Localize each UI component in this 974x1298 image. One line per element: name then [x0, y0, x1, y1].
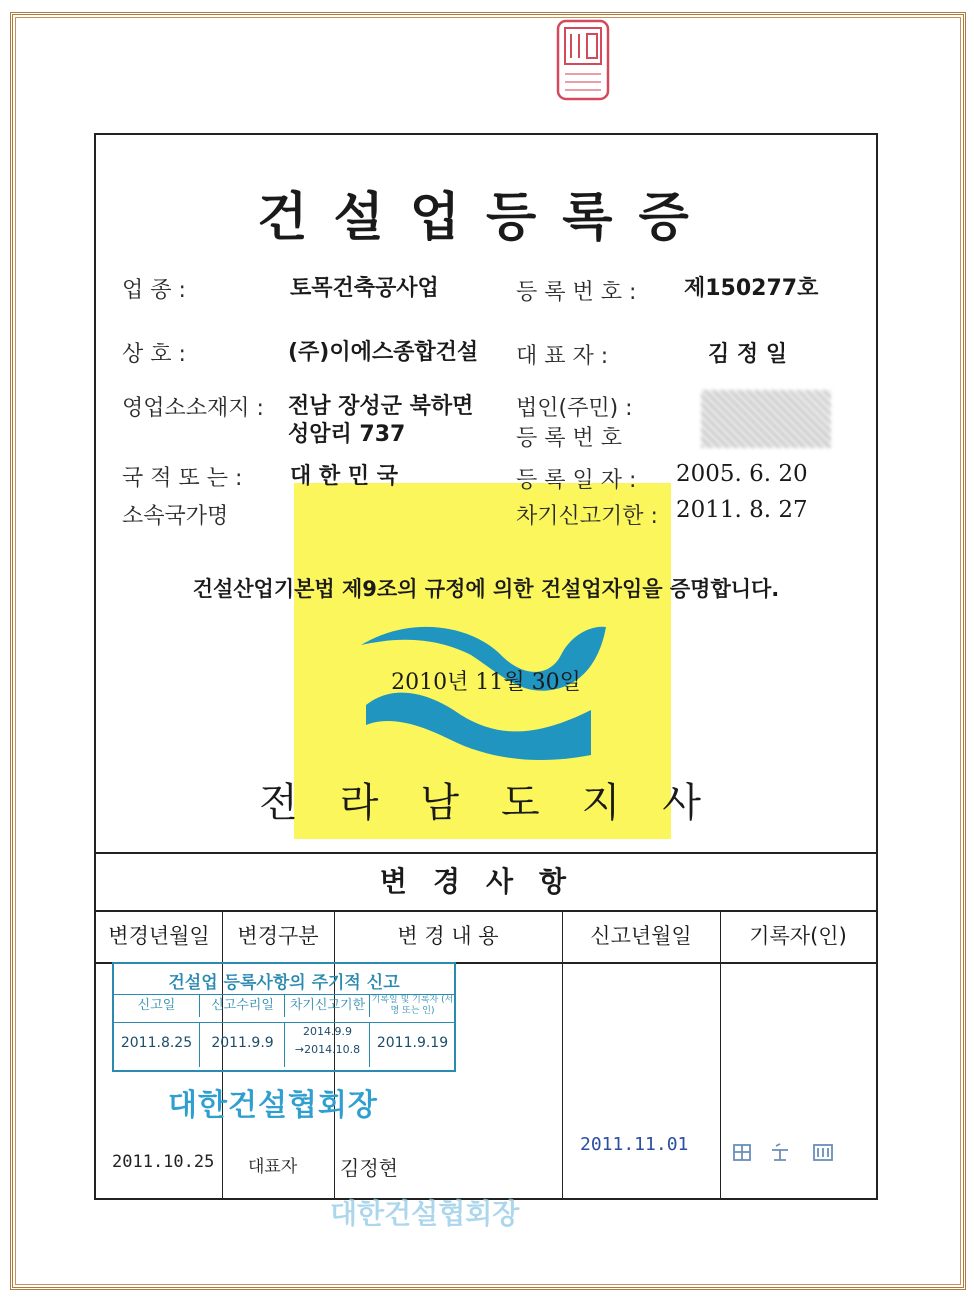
row-change-type: 대표자: [248, 1157, 298, 1177]
document-title: 건설업등록증: [257, 188, 715, 248]
changes-heading: 변경사항: [96, 852, 876, 912]
stamp-value: 2011.9.9: [199, 1022, 285, 1067]
stamp-value: 2011.8.25: [114, 1022, 199, 1067]
col-report-date: 신고년월일: [590, 924, 692, 948]
recorder-seal-icon: [732, 1140, 842, 1166]
reg-date-value: 2005. 6. 20: [676, 461, 808, 487]
reg-number-value: 제150277호: [684, 276, 819, 301]
corp-number-label-line2: 등 록 번 호: [516, 426, 622, 451]
company-label: 상 호 :: [122, 342, 186, 367]
corp-number-label-line1: 법인(주민) :: [516, 396, 633, 421]
association-stamp-faint: 대한건설협회장: [330, 1197, 520, 1230]
changes-column-headers: [96, 910, 876, 964]
periodic-report-stamp: [112, 962, 456, 1072]
association-stamp: 대한건설협회장: [168, 1088, 378, 1123]
divider: [720, 910, 722, 1198]
company-value: (주)이에스종합건설: [288, 340, 479, 365]
nationality-label-line1: 국 적 또 는 :: [122, 466, 243, 491]
representative-value: 김 정 일: [708, 342, 788, 367]
business-type-label: 업 종 :: [122, 278, 186, 303]
reg-date-label: 등 록 일 자 :: [516, 468, 637, 493]
stamp-header: 신고일: [114, 994, 199, 1017]
stamp-header: 신고수리일: [199, 994, 285, 1017]
stamp-value: 2014.9.9 →2014.10.8: [284, 1022, 370, 1067]
red-seal-icon: [555, 18, 611, 102]
nationality-value: 대 한 민 국: [290, 464, 398, 489]
redacted-number: [701, 390, 831, 448]
stamp-title: 건설업 등록사항의 주기적 신고: [168, 973, 400, 993]
reg-number-label: 등 록 번 호 :: [516, 280, 637, 305]
certification-statement: 건설산업기본법 제9조의 규정에 의한 건설업자임을 증명합니다.: [192, 577, 780, 601]
nationality-label-line2: 소속국가명: [122, 504, 229, 529]
next-report-value: 2011. 8. 27: [676, 497, 808, 523]
business-type-value: 토목건축공사업: [290, 276, 439, 301]
col-change-type: 변경구분: [237, 924, 319, 948]
divider: [562, 910, 564, 1198]
col-change-content: 변 경 내 용: [397, 924, 499, 948]
issue-date: 2010년 11월 30일: [391, 670, 581, 695]
next-report-label: 차기신고기한 :: [516, 504, 658, 529]
address-value-line2: 성암리 737: [288, 422, 406, 447]
stamp-header: 차기신고기한: [284, 994, 370, 1017]
representative-label: 대 표 자 :: [516, 344, 609, 369]
report-date-stamp: 2011.11.01: [580, 1134, 689, 1155]
issuer-name: 전라남도지사: [259, 780, 743, 826]
address-label: 영업소소재지 :: [122, 396, 264, 421]
address-value-line1: 전남 장성군 북하면: [288, 394, 474, 419]
row-change-date: 2011.10.25: [112, 1152, 215, 1172]
stamp-header: 기록일 및 기록자 (서명 또는 인): [369, 994, 455, 1017]
col-change-date: 변경년월일: [108, 924, 210, 948]
col-recorder: 기록자(인): [749, 924, 847, 948]
stamp-value: 2011.9.19: [369, 1022, 455, 1067]
row-change-content: 김정현: [340, 1156, 398, 1180]
